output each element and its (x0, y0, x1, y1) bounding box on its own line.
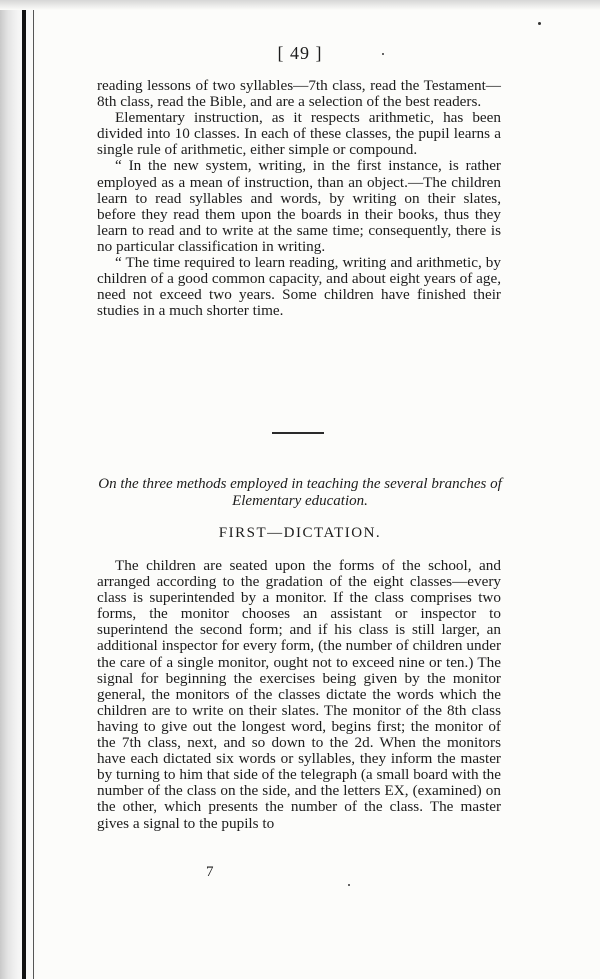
section-caption: On the three methods employed in teaching the several branches of Elementary education. (98, 476, 502, 509)
ink-speck (382, 53, 384, 55)
paragraph: reading lessons of two syllables—7th class, read the Testament—8th class, read the Bible, and are a selection of the best readers. (97, 77, 501, 111)
binding-inner-line (33, 0, 34, 979)
bottom-text-block (97, 558, 501, 832)
paragraph: “ The time required to learn reading, writing and arithmetic, by children of a good common capacity, and about eight years of age, need not exceed two years. Some children have finished their studies in a much shorter time. (97, 254, 501, 320)
page-binding-shadow (0, 0, 40, 979)
binding-edge-line (22, 0, 26, 979)
paragraph: Elementary instruction, as it respects arithmetic, has been divided into 10 classes. In each of these classes, the pupil learns a single rule of arithmetic, either simple or compound. (97, 109, 501, 159)
paragraph: The children are seated upon the forms of the school, and arranged according to the gradation of the eight classes—every class is superintended by a monitor. If the class comprises two forms, the monitor chooses an assistant or inspector to superintend the second form; and if his class is still larger, an additional inspector for every form, (the number of children under the care of a single monitor, ought not to exceed nine or ten.) The signal for beginning the exercises being given by the monitor general, the monitors of the classes dictate the words which the children are to write on their slates. The monitor of the 8th class having to give out the longest word, begins first; the monitor of the 7th class, next, and so down to the 2d. When the monitors have each dictated six words or syllables, they inform the master by turning to him that side of the telegraph (a small board with the number of the class on the side, and the letters EX, (examined) on the other, which presents the number of the class. The master gives a signal to the pupils to (97, 557, 501, 832)
section-divider (272, 432, 324, 434)
signature-mark: 7 (206, 864, 214, 880)
ink-speck (538, 22, 541, 25)
page-top-edge (0, 0, 600, 10)
paragraph: “ In the new system, writing, in the first instance, is rather employed as a mean of instruction, than an object.—The children learn to read syllables and words, by writing on their slates, before they read them upon the boards in their books, thus they learn to read and to write at the same time; consequently, there is no particular classification in writing. (97, 157, 501, 255)
section-heading: FIRST—DICTATION. (218, 525, 382, 541)
ink-speck (348, 884, 350, 886)
page-number: [ 49 ] (277, 43, 323, 63)
top-text-block (97, 78, 501, 319)
